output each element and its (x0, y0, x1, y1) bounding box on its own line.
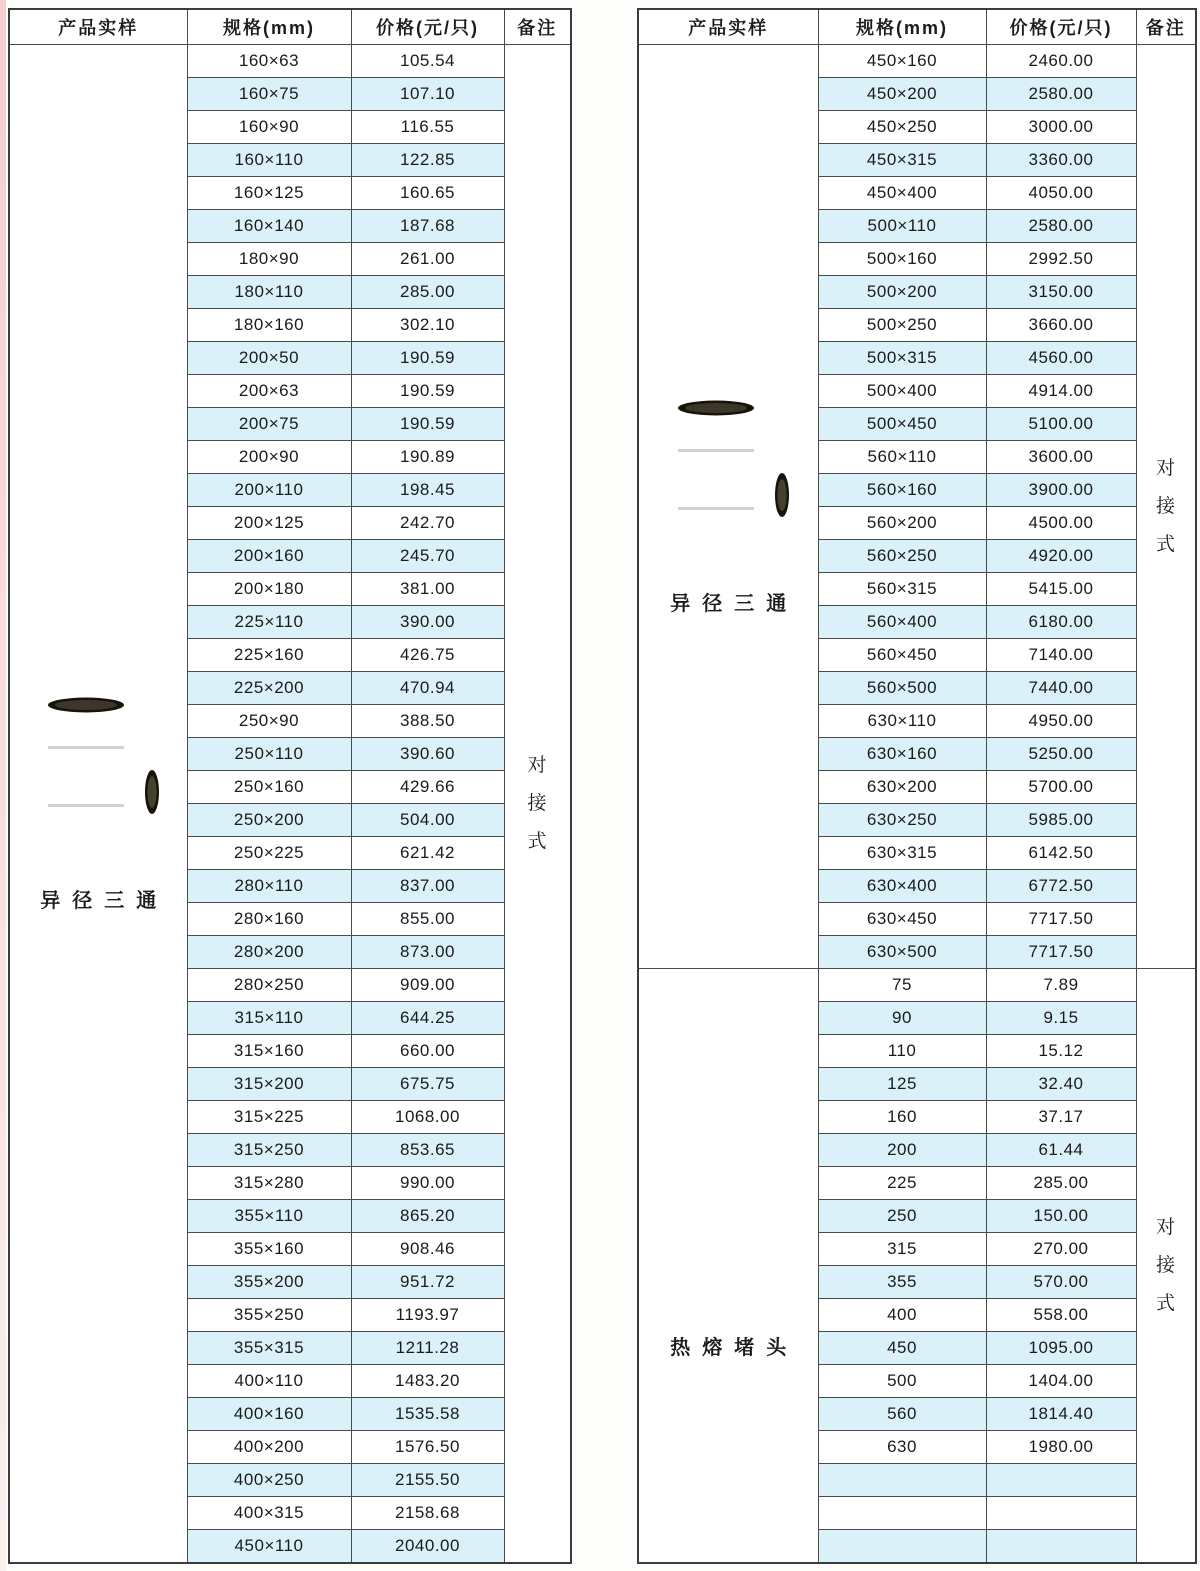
price-cell: 390.00 (351, 606, 504, 639)
price-cell: 1404.00 (986, 1365, 1136, 1398)
price-cell: 855.00 (351, 903, 504, 936)
price-cell: 187.68 (351, 210, 504, 243)
price-cell: 621.42 (351, 837, 504, 870)
spec-cell: 400×110 (187, 1365, 351, 1398)
spec-cell: 160×140 (187, 210, 351, 243)
price-cell: 285.00 (986, 1167, 1136, 1200)
spec-cell: 630×250 (818, 804, 986, 837)
price-cell: 7.89 (986, 969, 1136, 1002)
price-cell: 429.66 (351, 771, 504, 804)
price-cell: 4500.00 (986, 507, 1136, 540)
spec-cell: 280×250 (187, 969, 351, 1002)
price-cell: 1814.40 (986, 1398, 1136, 1431)
spec-cell: 315×225 (187, 1101, 351, 1134)
spec-cell: 160 (818, 1101, 986, 1134)
price-cell: 5100.00 (986, 408, 1136, 441)
price-cell: 426.75 (351, 639, 504, 672)
price-cell: 2155.50 (351, 1464, 504, 1497)
price-cell: 150.00 (986, 1200, 1136, 1233)
spec-cell: 250×110 (187, 738, 351, 771)
spec-cell: 450×315 (818, 144, 986, 177)
column-header-sample: 产品实样 (9, 9, 187, 45)
spec-cell: 560×450 (818, 639, 986, 672)
price-cell: 61.44 (986, 1134, 1136, 1167)
spec-cell: 200×110 (187, 474, 351, 507)
price-cell: 990.00 (351, 1167, 504, 1200)
price-cell: 9.15 (986, 1002, 1136, 1035)
spec-cell: 315×200 (187, 1068, 351, 1101)
price-cell: 3360.00 (986, 144, 1136, 177)
price-cell: 570.00 (986, 1266, 1136, 1299)
spec-cell: 180×160 (187, 309, 351, 342)
price-cell: 2460.00 (986, 45, 1136, 78)
spec-cell: 500×160 (818, 243, 986, 276)
price-cell: 4050.00 (986, 177, 1136, 210)
spec-cell: 500×200 (818, 276, 986, 309)
price-cell: 160.65 (351, 177, 504, 210)
spec-cell: 225×200 (187, 672, 351, 705)
product-label: 异径三通 (670, 593, 799, 615)
price-cell: 644.25 (351, 1002, 504, 1035)
spec-cell: 630×315 (818, 837, 986, 870)
table-row (638, 969, 1196, 1002)
price-cell: 558.00 (986, 1299, 1136, 1332)
price-cell: 504.00 (351, 804, 504, 837)
price-cell: 122.85 (351, 144, 504, 177)
spec-cell: 400×250 (187, 1464, 351, 1497)
spec-cell: 630×400 (818, 870, 986, 903)
spec-cell: 560×315 (818, 573, 986, 606)
spec-cell: 315×280 (187, 1167, 351, 1200)
spec-cell: 400×200 (187, 1431, 351, 1464)
price-table-left (8, 8, 572, 1564)
price-cell: 5250.00 (986, 738, 1136, 771)
price-cell: 3150.00 (986, 276, 1136, 309)
spec-cell: 560×400 (818, 606, 986, 639)
price-cell: 2992.50 (986, 243, 1136, 276)
product-label: 热熔堵头 (670, 1337, 799, 1359)
price-cell: 7440.00 (986, 672, 1136, 705)
spec-cell: 225×160 (187, 639, 351, 672)
spec-cell: 160×90 (187, 111, 351, 144)
price-cell: 190.89 (351, 441, 504, 474)
price-cell: 4560.00 (986, 342, 1136, 375)
price-cell: 270.00 (986, 1233, 1136, 1266)
spec-cell: 90 (818, 1002, 986, 1035)
price-cell (986, 1530, 1136, 1564)
spec-cell: 355×315 (187, 1332, 351, 1365)
spec-cell: 250×90 (187, 705, 351, 738)
price-cell: 32.40 (986, 1068, 1136, 1101)
remark-cell: 对 接 式 (1136, 969, 1196, 1564)
price-cell: 198.45 (351, 474, 504, 507)
price-cell: 381.00 (351, 573, 504, 606)
price-cell: 837.00 (351, 870, 504, 903)
price-cell: 909.00 (351, 969, 504, 1002)
spec-cell: 630×200 (818, 771, 986, 804)
price-cell: 4914.00 (986, 375, 1136, 408)
spec-cell: 160×110 (187, 144, 351, 177)
spec-cell: 355×110 (187, 1200, 351, 1233)
spec-cell: 400 (818, 1299, 986, 1332)
spec-cell: 225 (818, 1167, 986, 1200)
spec-cell: 225×110 (187, 606, 351, 639)
spec-cell: 280×160 (187, 903, 351, 936)
spec-cell: 75 (818, 969, 986, 1002)
spec-cell: 200×63 (187, 375, 351, 408)
spec-cell: 500×400 (818, 375, 986, 408)
spec-cell: 280×110 (187, 870, 351, 903)
price-cell: 5415.00 (986, 573, 1136, 606)
spec-cell: 500×450 (818, 408, 986, 441)
price-cell: 873.00 (351, 936, 504, 969)
price-cell: 865.20 (351, 1200, 504, 1233)
product-sample-cell (9, 45, 187, 1564)
spec-cell: 500×250 (818, 309, 986, 342)
spec-cell: 450×200 (818, 78, 986, 111)
price-cell: 675.75 (351, 1068, 504, 1101)
spec-cell: 500×315 (818, 342, 986, 375)
column-header-remark: 备注 (1136, 9, 1196, 45)
spec-cell: 200×160 (187, 540, 351, 573)
price-cell (986, 1464, 1136, 1497)
spec-cell (818, 1530, 986, 1564)
price-cell: 6180.00 (986, 606, 1136, 639)
fusion-cap-image (657, 1171, 799, 1313)
spec-cell: 315 (818, 1233, 986, 1266)
header-row (9, 9, 571, 45)
spec-cell: 125 (818, 1068, 986, 1101)
column-header-spec: 规格(mm) (818, 9, 986, 45)
spec-cell: 200×90 (187, 441, 351, 474)
spec-cell: 400×160 (187, 1398, 351, 1431)
spec-cell: 355×160 (187, 1233, 351, 1266)
price-cell: 4920.00 (986, 540, 1136, 573)
price-cell: 285.00 (351, 276, 504, 309)
spec-cell: 200 (818, 1134, 986, 1167)
price-cell: 853.65 (351, 1134, 504, 1167)
spec-cell: 630×500 (818, 936, 986, 969)
spec-cell: 500×110 (818, 210, 986, 243)
spec-cell: 315×160 (187, 1035, 351, 1068)
spec-cell: 160×63 (187, 45, 351, 78)
price-cell: 951.72 (351, 1266, 504, 1299)
price-cell: 242.70 (351, 507, 504, 540)
product-sample-cell (638, 45, 818, 969)
spec-cell: 200×125 (187, 507, 351, 540)
remark-cell: 对 接 式 (504, 45, 571, 1564)
spec-cell: 630×110 (818, 705, 986, 738)
table-row (638, 45, 1196, 78)
spec-cell: 250×200 (187, 804, 351, 837)
price-cell: 15.12 (986, 1035, 1136, 1068)
spec-cell: 250×160 (187, 771, 351, 804)
spec-cell: 560×250 (818, 540, 986, 573)
reducing-tee-image (32, 694, 164, 866)
price-cell: 116.55 (351, 111, 504, 144)
spec-cell: 355 (818, 1266, 986, 1299)
spec-cell: 400×315 (187, 1497, 351, 1530)
product-label: 异径三通 (40, 890, 169, 912)
column-header-price: 价格(元/只) (351, 9, 504, 45)
spec-cell: 355×200 (187, 1266, 351, 1299)
price-cell: 1535.58 (351, 1398, 504, 1431)
spec-cell: 315×110 (187, 1002, 351, 1035)
product-sample-cell (638, 969, 818, 1564)
column-header-spec: 规格(mm) (187, 9, 351, 45)
spec-cell: 315×250 (187, 1134, 351, 1167)
price-cell: 261.00 (351, 243, 504, 276)
column-header-remark: 备注 (504, 9, 571, 45)
spec-cell: 280×200 (187, 936, 351, 969)
price-cell: 2580.00 (986, 78, 1136, 111)
price-cell: 3900.00 (986, 474, 1136, 507)
spec-cell: 560 (818, 1398, 986, 1431)
spec-cell: 200×75 (187, 408, 351, 441)
spec-cell: 200×50 (187, 342, 351, 375)
price-cell: 5700.00 (986, 771, 1136, 804)
price-cell: 7717.50 (986, 903, 1136, 936)
spec-cell: 180×90 (187, 243, 351, 276)
spec-cell: 560×110 (818, 441, 986, 474)
price-cell: 190.59 (351, 408, 504, 441)
spec-cell: 160×75 (187, 78, 351, 111)
spec-cell: 160×125 (187, 177, 351, 210)
price-cell: 4950.00 (986, 705, 1136, 738)
price-cell: 1193.97 (351, 1299, 504, 1332)
spec-cell: 110 (818, 1035, 986, 1068)
price-cell: 1095.00 (986, 1332, 1136, 1365)
table-row (9, 45, 571, 78)
price-cell: 1980.00 (986, 1431, 1136, 1464)
spec-cell: 450×160 (818, 45, 986, 78)
price-cell: 908.46 (351, 1233, 504, 1266)
spec-cell: 250 (818, 1200, 986, 1233)
price-table-right (637, 8, 1197, 1564)
spec-cell: 355×250 (187, 1299, 351, 1332)
price-cell: 190.59 (351, 342, 504, 375)
price-cell: 190.59 (351, 375, 504, 408)
price-cell: 2158.68 (351, 1497, 504, 1530)
price-cell: 3000.00 (986, 111, 1136, 144)
spec-cell (818, 1464, 986, 1497)
price-cell: 6142.50 (986, 837, 1136, 870)
price-cell: 2580.00 (986, 210, 1136, 243)
spec-cell: 560×160 (818, 474, 986, 507)
price-cell: 7140.00 (986, 639, 1136, 672)
spec-cell: 200×180 (187, 573, 351, 606)
price-cell: 2040.00 (351, 1530, 504, 1564)
price-cell: 390.60 (351, 738, 504, 771)
price-cell: 1483.20 (351, 1365, 504, 1398)
spec-cell: 630 (818, 1431, 986, 1464)
header-row (638, 9, 1196, 45)
price-cell (986, 1497, 1136, 1530)
spec-cell: 250×225 (187, 837, 351, 870)
price-cell: 470.94 (351, 672, 504, 705)
spec-cell: 450×110 (187, 1530, 351, 1564)
price-cell: 302.10 (351, 309, 504, 342)
spec-cell: 450×400 (818, 177, 986, 210)
spec-cell: 180×110 (187, 276, 351, 309)
spec-cell: 450 (818, 1332, 986, 1365)
price-cell: 107.10 (351, 78, 504, 111)
spec-cell: 500 (818, 1365, 986, 1398)
price-cell: 37.17 (986, 1101, 1136, 1134)
price-cell: 3660.00 (986, 309, 1136, 342)
price-cell: 1576.50 (351, 1431, 504, 1464)
price-cell: 5985.00 (986, 804, 1136, 837)
spec-cell: 560×200 (818, 507, 986, 540)
price-cell: 1211.28 (351, 1332, 504, 1365)
spec-cell: 630×160 (818, 738, 986, 771)
spec-cell: 630×450 (818, 903, 986, 936)
reducing-tee-image (662, 397, 794, 569)
column-header-price: 价格(元/只) (986, 9, 1136, 45)
price-cell: 105.54 (351, 45, 504, 78)
price-cell: 388.50 (351, 705, 504, 738)
price-cell: 245.70 (351, 540, 504, 573)
price-cell: 1068.00 (351, 1101, 504, 1134)
remark-cell: 对 接 式 (1136, 45, 1196, 969)
spec-cell (818, 1497, 986, 1530)
price-cell: 7717.50 (986, 936, 1136, 969)
price-cell: 6772.50 (986, 870, 1136, 903)
spec-cell: 450×250 (818, 111, 986, 144)
price-cell: 3600.00 (986, 441, 1136, 474)
price-cell: 660.00 (351, 1035, 504, 1068)
column-header-sample: 产品实样 (638, 9, 818, 45)
spec-cell: 560×500 (818, 672, 986, 705)
